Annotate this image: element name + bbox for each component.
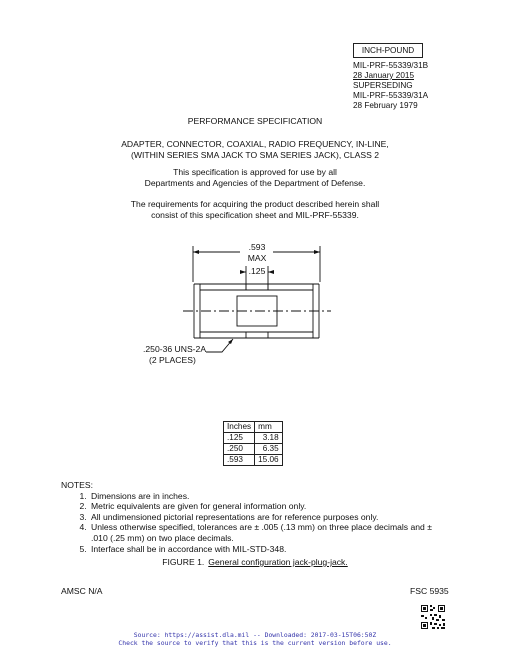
document-number: MIL-PRF-55339/31B <box>353 61 429 70</box>
superseded-date: 28 February 1979 <box>353 101 418 110</box>
requirements-line-2: consist of this specification sheet and MIL-PRF-55339. <box>151 210 359 220</box>
spec-type: PERFORMANCE SPECIFICATION <box>187 116 323 126</box>
amsc-label: AMSC N/A <box>61 586 103 596</box>
note-item: 5. Interface shall be in accordance with MIL-STD-348. <box>89 544 451 555</box>
table-cell-inches: .593 <box>224 455 255 466</box>
table-cell-inches: .250 <box>224 444 255 455</box>
document-date: 28 January 2015 <box>353 71 414 80</box>
table-header-row <box>224 422 283 433</box>
qr-code-icon <box>420 604 446 630</box>
dim-overall-label: .593 <box>248 242 266 252</box>
notes-title: NOTES: <box>61 480 93 490</box>
conversion-table <box>223 421 283 466</box>
groove-bottom <box>246 332 268 338</box>
note-item: 1. Dimensions are in inches. <box>89 491 451 502</box>
dim-overall-qualifier: MAX <box>247 253 267 263</box>
arrowhead-thread <box>228 339 233 344</box>
arrowhead-overall-right <box>314 250 320 254</box>
figure-caption <box>0 557 510 567</box>
notes-section <box>61 480 451 554</box>
column-header: mm <box>255 422 283 433</box>
approval-line-1: This specification is approved for use by all <box>173 167 337 177</box>
note-item: 3. All undimensioned pictorial representations are for reference purposes only. <box>89 512 451 523</box>
column-header: Inches <box>224 422 255 433</box>
superseded-number: MIL-PRF-55339/31A <box>353 91 429 100</box>
superseding-label: SUPERSEDING <box>353 81 413 90</box>
table-row <box>224 455 283 466</box>
table-cell-inches: .125 <box>224 433 255 444</box>
fsc-label: FSC 5935 <box>410 586 449 596</box>
notes-list <box>61 491 451 555</box>
title-line-2: (WITHIN SERIES SMA JACK TO SMA SERIES JACK), CLASS 2 <box>130 150 379 160</box>
note-item: 4. Unless otherwise specified, tolerances are ± .005 (.13 mm) on three place decimals and ± .010 (.25 mm) on two place decimals. <box>89 522 451 543</box>
approval-line-2: Departments and Agencies of the Department of Defense. <box>144 178 366 188</box>
inch-pound-label: INCH-POUND <box>353 43 423 58</box>
thread-places: (2 PLACES) <box>149 355 196 365</box>
groove-top <box>246 284 268 290</box>
table-row <box>224 444 283 455</box>
arrowhead-center-left <box>240 270 246 274</box>
table-cell-mm: 3.18 <box>255 433 283 444</box>
note-item: 2. Metric equivalents are given for general information only. <box>89 501 451 512</box>
figure-label: FIGURE 1. <box>162 557 205 567</box>
table-row <box>224 433 283 444</box>
dim-center-label: .125 <box>248 266 266 276</box>
title-line-1: ADAPTER, CONNECTOR, COAXIAL, RADIO FREQUENCY, IN-LINE, <box>121 139 389 149</box>
thread-label: .250-36 UNS-2A <box>143 344 207 354</box>
arrowhead-center-right <box>268 270 274 274</box>
table-cell-mm: 6.35 <box>255 444 283 455</box>
verification-line: Check the source to verify that this is the current version before use. <box>118 639 392 647</box>
figure-title: General configuration jack-plug-jack. <box>208 557 348 567</box>
thread-leader <box>206 339 233 352</box>
requirements-line-1: The requirements for acquiring the product described herein shall <box>130 199 380 209</box>
arrowhead-overall-left <box>193 250 199 254</box>
table-cell-mm: 15.06 <box>255 455 283 466</box>
source-line: Source: https://assist.dla.mil -- Downloaded: 2017-03-15T06:50Z <box>133 631 377 639</box>
source-note <box>0 631 510 647</box>
